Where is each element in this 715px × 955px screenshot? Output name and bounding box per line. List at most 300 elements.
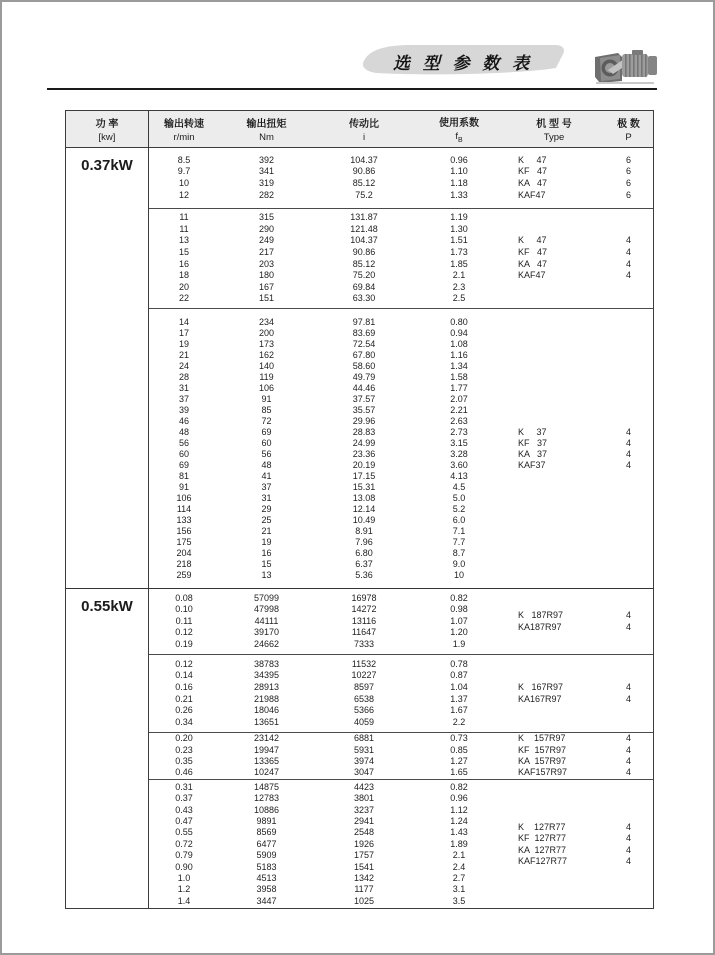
speed-value: 0.11 <box>175 615 193 626</box>
service-factor-value: 1.20 <box>450 627 468 638</box>
type-value: KF 127R77 <box>518 833 567 844</box>
service-factor-value: 2.73 <box>450 426 468 437</box>
row-group <box>149 308 653 588</box>
ratio-value: 14272 <box>351 604 377 615</box>
torque-value: 6477 <box>256 838 277 849</box>
speed-column <box>149 589 219 654</box>
speed-value: 81 <box>178 470 189 481</box>
speed-value: 0.34 <box>175 716 193 727</box>
pole-value: 4 <box>625 609 631 620</box>
speed-value: 0.72 <box>175 838 193 849</box>
service-factor-value: 0.96 <box>450 154 468 165</box>
type-column <box>504 209 604 308</box>
torque-value: 319 <box>258 178 275 188</box>
service-factor-column <box>414 309 504 588</box>
ratio-value: 2548 <box>353 827 375 838</box>
speed-value: 0.19 <box>175 638 193 649</box>
type-value: K 167R97 <box>518 681 564 692</box>
row-group <box>149 589 653 654</box>
service-factor-value: 1.27 <box>450 756 468 766</box>
ratio-value: 5.36 <box>355 569 373 580</box>
ratio-value: 3047 <box>353 767 375 778</box>
ratio-value: 72.54 <box>352 338 376 349</box>
ratio-value: 44.46 <box>352 382 376 393</box>
service-factor-value: 1.65 <box>450 767 468 778</box>
speed-value: 0.47 <box>175 815 193 826</box>
pole-value: 6 <box>625 189 631 200</box>
torque-value: 39170 <box>253 627 280 638</box>
torque-value: 69 <box>261 426 272 437</box>
ratio-value: 35.57 <box>352 404 376 415</box>
page-title: 选 型 参 数 表 <box>393 54 533 73</box>
speed-value: 31 <box>178 382 189 393</box>
torque-value: 23142 <box>253 733 280 744</box>
torque-value: 5909 <box>256 850 277 861</box>
ratio-value: 75.20 <box>352 270 376 281</box>
torque-value: 392 <box>258 154 275 165</box>
torque-value: 180 <box>258 270 275 281</box>
torque-value: 29 <box>261 503 272 514</box>
speed-column <box>149 780 219 909</box>
service-factor-value: 2.1 <box>452 270 466 281</box>
pole-value: 4 <box>625 621 631 632</box>
row-group <box>149 732 653 779</box>
service-factor-value: 6.0 <box>452 514 466 525</box>
ratio-value: 29.96 <box>352 415 376 426</box>
torque-value: 19 <box>261 536 272 547</box>
row-groups <box>149 589 653 909</box>
type-value: KA 157R97 <box>518 756 567 766</box>
torque-value: 315 <box>258 212 275 223</box>
ratio-value: 1541 <box>353 861 375 872</box>
pole-value: 4 <box>625 744 631 755</box>
speed-value: 0.46 <box>175 767 193 778</box>
torque-value: 72 <box>261 415 272 426</box>
col-header-pole: 极 数 P <box>617 119 640 143</box>
ratio-value: 8597 <box>353 681 375 692</box>
speed-value: 10 <box>178 178 189 188</box>
ratio-value: 4423 <box>353 781 375 792</box>
speed-value: 14 <box>178 316 189 327</box>
speed-value: 91 <box>178 481 189 492</box>
ratio-value: 11647 <box>351 627 377 638</box>
ratio-value: 97.81 <box>352 316 376 327</box>
torque-value: 91 <box>261 393 272 404</box>
torque-value: 15 <box>261 558 272 569</box>
type-value: K 47 <box>518 154 547 165</box>
ratio-value: 63.30 <box>352 293 376 304</box>
service-factor-value: 2.1 <box>452 850 466 861</box>
torque-value: 18046 <box>253 705 280 716</box>
torque-value: 290 <box>258 223 275 234</box>
speed-value: 18 <box>178 270 189 281</box>
type-value: K 157R97 <box>518 733 566 744</box>
ratio-value: 23.36 <box>352 448 376 459</box>
ratio-value: 1342 <box>353 873 375 884</box>
service-factor-value: 2.5 <box>452 293 466 304</box>
col-header-service-factor: 使用系数 $f_B$ <box>439 118 479 144</box>
speed-value: 0.16 <box>175 681 193 692</box>
service-factor-value: 1.10 <box>450 166 468 177</box>
ratio-value: 37.57 <box>352 393 376 404</box>
service-factor-value: 0.96 <box>450 793 468 804</box>
torque-value: 57099 <box>253 592 280 603</box>
ratio-column <box>314 148 414 208</box>
ratio-column <box>314 589 414 654</box>
torque-value: 9891 <box>256 815 277 826</box>
service-factor-value: 0.78 <box>450 658 468 669</box>
service-factor-value: 1.51 <box>450 235 468 246</box>
speed-value: 114 <box>176 503 192 514</box>
service-factor-value: 1.77 <box>450 382 468 393</box>
speed-column <box>149 733 219 779</box>
speed-value: 21 <box>178 349 189 360</box>
service-factor-value: 1.19 <box>450 212 468 223</box>
pole-column <box>604 589 653 654</box>
service-factor-value: 2.4 <box>452 861 466 872</box>
speed-value: 0.20 <box>175 733 193 744</box>
speed-value: 11 <box>179 223 189 234</box>
type-value: KF 157R97 <box>518 744 567 755</box>
type-column <box>504 733 604 779</box>
col-header-ratio: 传动比 i <box>349 119 379 143</box>
torque-value: 13651 <box>253 716 280 727</box>
torque-value: 5183 <box>256 861 277 872</box>
service-factor-value: 4.5 <box>452 481 466 492</box>
torque-value: 41 <box>261 470 272 481</box>
torque-value: 25 <box>261 514 272 525</box>
ratio-value: 1926 <box>353 838 375 849</box>
speed-value: 0.35 <box>175 756 193 766</box>
torque-value: 162 <box>258 349 275 360</box>
speed-value: 37 <box>178 393 189 404</box>
power-section <box>66 588 653 909</box>
speed-value: 0.90 <box>175 861 193 872</box>
ratio-value: 4059 <box>353 716 375 727</box>
service-factor-value: 0.85 <box>450 744 468 755</box>
pole-value: 4 <box>625 855 631 866</box>
service-factor-value: 1.30 <box>450 223 468 234</box>
pole-value: 6 <box>625 154 631 165</box>
torque-value: 249 <box>258 235 275 246</box>
ratio-column <box>314 209 414 308</box>
torque-value: 12783 <box>253 793 280 804</box>
ratio-value: 121.48 <box>350 223 378 234</box>
speed-column <box>149 209 219 308</box>
torque-value: 106 <box>258 382 275 393</box>
speed-value: 259 <box>176 569 192 580</box>
ratio-value: 8.91 <box>355 525 373 536</box>
torque-value: 48 <box>261 459 272 470</box>
ratio-value: 90.86 <box>352 246 376 257</box>
row-group <box>149 148 653 208</box>
ratio-value: 83.69 <box>352 327 376 338</box>
torque-value: 37 <box>261 481 272 492</box>
ratio-column <box>314 733 414 779</box>
pole-column <box>604 148 653 208</box>
header-rule <box>47 88 657 90</box>
pole-value: 4 <box>625 426 631 437</box>
speed-value: 28 <box>178 371 189 382</box>
speed-value: 156 <box>176 525 192 536</box>
speed-value: 218 <box>176 558 192 569</box>
type-value: KAF157R97 <box>518 767 568 778</box>
service-factor-value: 1.34 <box>450 360 468 371</box>
speed-value: 0.08 <box>175 592 193 603</box>
service-factor-value: 3.28 <box>450 448 468 459</box>
service-factor-value: 0.94 <box>450 327 468 338</box>
speed-value: 204 <box>176 547 192 558</box>
service-factor-value: 1.9 <box>452 638 466 649</box>
service-factor-value: 1.18 <box>450 178 468 188</box>
type-value: KA 37 <box>518 448 548 459</box>
ratio-column <box>314 655 414 732</box>
torque-value: 21 <box>261 525 272 536</box>
service-factor-value: 2.7 <box>452 873 466 884</box>
ratio-value: 2941 <box>353 815 375 826</box>
type-column <box>504 780 604 909</box>
service-factor-value: 9.0 <box>452 558 466 569</box>
service-factor-value: 0.80 <box>450 316 468 327</box>
type-value: KA 47 <box>518 178 548 188</box>
pole-value: 4 <box>625 437 631 448</box>
ratio-value: 13116 <box>351 615 377 626</box>
pole-value: 4 <box>625 833 631 844</box>
type-column <box>504 309 604 588</box>
service-factor-column <box>414 655 504 732</box>
service-factor-value: 10 <box>453 569 464 580</box>
ratio-value: 58.60 <box>352 360 376 371</box>
torque-value: 19947 <box>253 744 280 755</box>
speed-value: 0.12 <box>175 627 193 638</box>
type-value: KAF47 <box>518 270 546 281</box>
row-group <box>149 654 653 732</box>
service-factor-value: 5.0 <box>452 492 466 503</box>
pole-value: 4 <box>625 767 631 778</box>
speed-value: 0.31 <box>175 781 193 792</box>
type-value: KF 47 <box>518 246 548 257</box>
type-value: KAF47 <box>518 189 546 200</box>
torque-value: 44111 <box>254 615 279 626</box>
torque-value: 203 <box>258 258 275 269</box>
speed-value: 0.14 <box>175 670 193 681</box>
pole-value: 4 <box>625 681 631 692</box>
service-factor-value: 8.7 <box>452 547 466 558</box>
service-factor-value: 0.98 <box>450 604 468 615</box>
ratio-value: 5931 <box>353 744 375 755</box>
service-factor-value: 1.33 <box>450 189 468 200</box>
torque-value: 60 <box>261 437 272 448</box>
service-factor-value: 1.24 <box>450 815 468 826</box>
ratio-value: 10227 <box>351 670 377 681</box>
torque-value: 3447 <box>256 895 277 906</box>
ratio-value: 7333 <box>353 638 375 649</box>
speed-value: 13 <box>178 235 189 246</box>
speed-value: 8.5 <box>177 154 191 165</box>
torque-column <box>219 148 314 208</box>
type-value: KA 127R77 <box>518 844 567 855</box>
pole-value: 4 <box>625 258 631 269</box>
torque-value: 4513 <box>256 873 277 884</box>
torque-value: 85 <box>261 404 272 415</box>
speed-value: 48 <box>178 426 189 437</box>
speed-value: 0.21 <box>175 693 193 704</box>
torque-value: 341 <box>258 166 275 177</box>
col-header-speed: 输出转速 r/min <box>164 119 204 143</box>
power-section <box>66 148 653 588</box>
service-factor-value: 1.07 <box>450 615 468 626</box>
row-groups <box>149 148 653 588</box>
title-banner <box>358 42 568 76</box>
speed-value: 19 <box>178 338 189 349</box>
type-value: KF 47 <box>518 166 548 177</box>
type-value: KF 37 <box>518 437 548 448</box>
ratio-value: 104.37 <box>350 154 378 165</box>
torque-value: 31 <box>261 492 272 503</box>
speed-value: 106 <box>176 492 192 503</box>
speed-value: 0.23 <box>175 744 193 755</box>
service-factor-value: 1.37 <box>450 693 468 704</box>
service-factor-value: 1.67 <box>450 705 468 716</box>
torque-value: 167 <box>258 281 275 292</box>
ratio-value: 85.12 <box>352 178 376 188</box>
ratio-value: 131.87 <box>350 212 378 223</box>
service-factor-value: 2.63 <box>450 415 468 426</box>
service-factor-value: 1.43 <box>450 827 468 838</box>
service-factor-value: 2.3 <box>452 281 466 292</box>
pole-value: 6 <box>625 178 631 188</box>
type-value: K 127R77 <box>518 821 566 832</box>
speed-value: 16 <box>178 258 189 269</box>
power-label: 0.37kW <box>66 148 149 588</box>
service-factor-value: 3.1 <box>452 884 466 895</box>
type-value: K 47 <box>518 235 547 246</box>
selection-table <box>65 110 654 909</box>
service-factor-column <box>414 780 504 909</box>
pole-value: 4 <box>625 270 631 281</box>
ratio-value: 17.15 <box>352 470 376 481</box>
service-factor-value: 1.04 <box>450 681 468 692</box>
speed-value: 15 <box>178 246 189 257</box>
type-value: KA 47 <box>518 258 548 269</box>
torque-value: 151 <box>258 293 275 304</box>
torque-column <box>219 209 314 308</box>
torque-value: 16 <box>261 547 272 558</box>
ratio-value: 3801 <box>353 793 375 804</box>
service-factor-value: 3.60 <box>450 459 468 470</box>
speed-column <box>149 309 219 588</box>
torque-value: 173 <box>258 338 275 349</box>
torque-value: 200 <box>258 327 275 338</box>
speed-value: 0.37 <box>175 793 193 804</box>
col-header-type: 机 型 号 Type <box>536 119 572 143</box>
pole-value: 4 <box>625 844 631 855</box>
ratio-value: 6538 <box>353 693 375 704</box>
speed-value: 56 <box>178 437 189 448</box>
ratio-value: 7.96 <box>355 536 373 547</box>
ratio-value: 104.37 <box>350 235 378 246</box>
torque-column <box>219 655 314 732</box>
torque-column <box>219 589 314 654</box>
speed-value: 11 <box>179 212 189 223</box>
pole-value: 4 <box>625 821 631 832</box>
type-value: KAF127R77 <box>518 855 568 866</box>
service-factor-column <box>414 589 504 654</box>
torque-value: 217 <box>258 246 275 257</box>
speed-value: 12 <box>178 189 189 200</box>
table-body <box>66 148 653 909</box>
torque-column <box>219 780 314 909</box>
speed-value: 17 <box>178 327 189 338</box>
ratio-value: 1177 <box>354 884 374 895</box>
speed-value: 1.2 <box>177 884 191 895</box>
ratio-value: 69.84 <box>352 281 376 292</box>
ratio-value: 12.14 <box>352 503 376 514</box>
ratio-value: 3237 <box>353 804 375 815</box>
ratio-value: 5366 <box>353 705 375 716</box>
torque-column <box>219 733 314 779</box>
service-factor-value: 7.1 <box>452 525 466 536</box>
ratio-value: 6881 <box>353 733 375 744</box>
pole-value: 4 <box>625 733 631 744</box>
pole-value: 4 <box>625 459 631 470</box>
ratio-value: 67.80 <box>352 349 376 360</box>
torque-value: 47998 <box>253 604 280 615</box>
speed-value: 1.4 <box>177 895 191 906</box>
speed-value: 0.79 <box>175 850 193 861</box>
pole-value: 4 <box>625 235 631 246</box>
ratio-column <box>314 780 414 909</box>
service-factor-value: 0.73 <box>450 733 468 744</box>
pole-column <box>604 309 653 588</box>
service-factor-value: 1.85 <box>450 258 468 269</box>
ratio-value: 24.99 <box>352 437 376 448</box>
torque-value: 14875 <box>253 781 280 792</box>
torque-value: 56 <box>261 448 272 459</box>
type-value: KA187R97 <box>518 621 562 632</box>
service-factor-value: 2.2 <box>452 716 466 727</box>
service-factor-value: 1.58 <box>450 371 468 382</box>
ratio-value: 75.2 <box>355 189 373 200</box>
torque-value: 3958 <box>256 884 277 895</box>
torque-value: 282 <box>258 189 275 200</box>
ratio-column <box>314 309 414 588</box>
ratio-value: 90.86 <box>352 166 376 177</box>
pole-value: 6 <box>625 166 631 177</box>
ratio-value: 15.31 <box>352 481 376 492</box>
torque-column <box>219 309 314 588</box>
service-factor-value: 5.2 <box>452 503 466 514</box>
speed-value: 39 <box>178 404 189 415</box>
torque-value: 13365 <box>253 756 280 766</box>
power-label: 0.55kW <box>66 589 149 909</box>
service-factor-value: 3.15 <box>450 437 468 448</box>
ratio-value: 6.37 <box>355 558 373 569</box>
service-factor-column <box>414 148 504 208</box>
ratio-value: 3974 <box>353 756 375 766</box>
service-factor-value: 1.12 <box>450 804 468 815</box>
service-factor-value: 1.89 <box>450 838 468 849</box>
col-header-torque: 输出扭矩 Nm <box>246 119 287 143</box>
torque-value: 28913 <box>253 681 280 692</box>
torque-value: 10247 <box>253 767 280 778</box>
torque-value: 24662 <box>253 638 280 649</box>
speed-value: 9.7 <box>177 166 191 177</box>
pole-column <box>604 209 653 308</box>
ratio-value: 6.80 <box>355 547 373 558</box>
speed-column <box>149 655 219 732</box>
service-factor-value: 0.87 <box>450 670 468 681</box>
